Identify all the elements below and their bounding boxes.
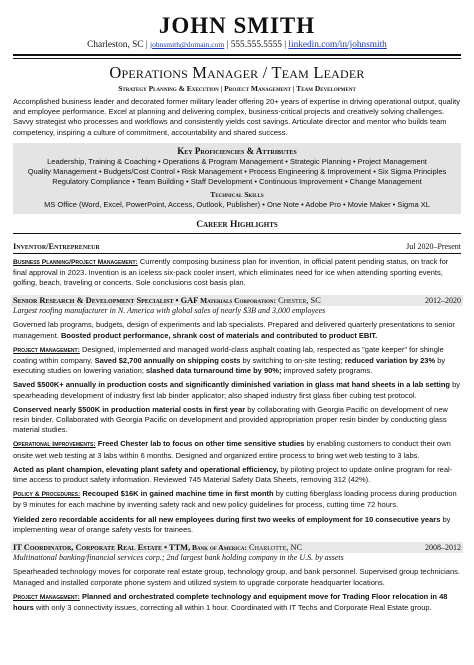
bullet-highlight: 48 hours (13, 591, 448, 612)
bullet-highlight: Saved $500K+ annually in production costs and significantly diminished variation in glass mat hand sheets in a lab setting (13, 380, 450, 390)
job-company: Materials Corporation: (198, 296, 277, 306)
candidate-name: JOHN SMITH (158, 13, 316, 38)
job-bullet (13, 345, 461, 377)
bullet-label: Business Planning/Project Management: (13, 258, 138, 266)
proficiencies-heading: Key Proficiencies & Attributes (177, 145, 297, 156)
contact-phone: 555.555.5555 (230, 40, 282, 50)
bullet-text: by cutting fiberglass loading process during production by 9 minutes for each machine by inventing safety rack and new policy guidelines for process, cutting time 72 hours. (13, 489, 457, 510)
proficiency-line: Regulatory Compliance • Team Building • Staff Development • Continuous Improvement • Change Management (52, 177, 422, 187)
resume-page (0, 14, 474, 665)
job-title (13, 295, 321, 306)
job-dates: 2012–2020 (425, 296, 461, 306)
bullet-label: Policy & Procedures: (13, 491, 81, 499)
job-tagline: Largest roofing manufacturer in N. America with global sales of nearly $3B and 3,000 employees (13, 306, 326, 316)
job-bullet (13, 465, 461, 485)
job-location: Charlotte, NC (246, 543, 303, 553)
job-bullet (13, 380, 461, 400)
resume-title: Operations Manager / Team Leader (109, 63, 365, 82)
job-bullet (13, 320, 461, 340)
contact-line (13, 38, 461, 52)
bullet-label: Project Management: (13, 593, 80, 601)
job-bullet (13, 439, 461, 460)
summary-paragraph: Accomplished business leader and decorated former military leader offering 20+ years of expertise in driving operational output, quality and employee performance. Excel at planning and delivering complex, business-critical projects and creatively solving challenges. Savvy strategist who processes and workflows and consistently yields cost savings. Articulate director and mentor who builds team competency, inspiring a culture of commitment, accountability and shared success. (13, 97, 460, 137)
job-dates: Jul 2020–Present (406, 241, 461, 251)
contact-separator: | (284, 40, 287, 50)
job-location: Chester, SC (276, 296, 321, 306)
bullet-text: by collaborating with Georgia Pacific on development of new resin binder. Collaborated with Georgia Pacific on development and provided appropriation proper resin binder by conducting glass material studies. (13, 404, 448, 435)
job-bullet: Spearheaded technology moves for corporate real estate group, technology group, and bank personnel. Supervised group technicians. Managed and installed corporate phone system and utilized system to upgrade corporate headquarter locations. (13, 567, 460, 587)
job-header-gaf (11, 295, 463, 306)
bullet-text: with only 3 connectivity issues, correcting all within 1 hour. Coordinated with IT Techs and Corporate Real Estate group. (33, 602, 432, 612)
job-company: Bank of America: (190, 543, 247, 553)
bullet-text: by executing studies on lowering variation; (13, 356, 446, 376)
job-divider (13, 253, 461, 254)
job-dates: 2008–2012 (425, 543, 461, 553)
bullet-text: by enabling customers to conduct their own onsite wet web testing at 3 labs within 6 months. Designed and organized entire process to bring wet web testing to 3 labs. (13, 439, 451, 460)
bullet-highlight: Freed Chester lab to focus on other time sensitive studies (95, 439, 305, 449)
contact-separator: | (145, 40, 148, 50)
job-bullet (13, 405, 461, 436)
resume-subtitle: Strategy Planning & Execution | Project Management | Team Development (118, 84, 356, 93)
bullet-highlight: Saved $2,700 annually on shipping costs (94, 356, 241, 366)
email-link[interactable]: johnsmith@domain.com (150, 40, 225, 49)
bullet-highlight: slashed data turnaround time by 90%; (146, 366, 282, 376)
bullet-highlight: Acted as plant champion, elevating plant safety and operational efficiency, (13, 464, 279, 474)
bullet-highlight: Recouped $16K in gained machine time in first month (80, 489, 274, 499)
linkedin-link[interactable]: linkedin.com/in/johnsmith (288, 40, 387, 50)
contact-city: Charleston, SC (87, 40, 144, 50)
career-heading: Career Highlights (196, 219, 278, 230)
proficiency-line: Leadership, Training & Coaching • Operations & Program Management • Strategic Planning • Project Management (47, 156, 427, 166)
bullet-text: by piloting project to update online program for real-time access to product safety information. Reviewed 745 Material Safety Data Sheets, removing 312 (42%). (13, 464, 453, 485)
header-divider-thin (13, 58, 461, 59)
job-header-inventor (13, 241, 461, 252)
bullet-text: by switching to on-site testing; (240, 356, 345, 366)
bullet-highlight: Yielded zero recordable accidents for all new employees during first two weeks of employment for 10 consecutive years (13, 514, 441, 524)
job-tagline: Multinational banking/financial services corp.; 2nd largest bank holding company in the U.S. by assets (13, 553, 344, 563)
job-title: Inventor/Entrepreneur (13, 241, 100, 251)
contact-separator: | (226, 40, 229, 50)
job-title (13, 542, 302, 553)
bullet-highlight: reduced variation by 23% (344, 356, 436, 366)
bullet-highlight: Conserved nearly $500K in production material costs in first year (13, 404, 246, 414)
job-title-text: IT Coordinator, Corporate Real Estate • TTM, (13, 543, 191, 553)
proficiencies-box (13, 143, 461, 214)
technical-skills-heading: Technical Skills (210, 190, 264, 200)
bullet-text: improved safety programs. (281, 366, 373, 376)
job-bullet (13, 257, 461, 289)
technical-skills-line: MS Office (Word, Excel, PowerPoint, Access, Outlook, Publisher) • One Note • Adobe Pro • Movie Maker • Sigma XL (44, 200, 430, 210)
header-divider (13, 54, 461, 56)
bullet-text: by implementing wear of orange safety vests for trainees. (13, 514, 451, 534)
bullet-label: Project Management: (13, 346, 80, 354)
job-header-bank-of-america (11, 542, 463, 553)
bullet-label: Operational Improvements: (13, 441, 96, 449)
job-bullet (13, 489, 461, 510)
job-title-text: Senior Research & Development Specialist • GAF (13, 296, 199, 306)
bullet-highlight: Boosted product performance, shrank cost of materials and contributed to product EBIT. (60, 330, 378, 340)
job-bullet (13, 515, 461, 535)
bullet-highlight: Planned and orchestrated complete technology and equipment move for Trading Floor relocation in (79, 591, 440, 601)
bullet-text: by spearheading development of industry first lab binder applicator; also shaped industry first glass fiber cubing test protocol. (13, 380, 460, 400)
proficiency-line: Quality Management • Budgets/Cost Control • Risk Management • Process Engineering & Improvement • Six Sigma Principles (27, 167, 447, 177)
career-divider (13, 233, 461, 234)
job-bullet (13, 592, 461, 613)
bullet-text: Currently composing business plan for invention, in official patent pending status, on track for final approval in 2023. Invention is an iceless six-pack cooler insert, which eliminates need for ice when attending sporting events, golfing, beach, traveling or concerts. Sole conclusions cost basis plan. (13, 256, 449, 288)
bullet-text: Designed, implemented and managed world-class asphalt coating lab, respected as "gate keeper" for shingle coating within company. (13, 344, 444, 366)
bullet-text: Governed lab programs, budgets, design of experiments and lab specialists. Prepared and delivered quarterly presentations to senior management. (13, 320, 455, 340)
